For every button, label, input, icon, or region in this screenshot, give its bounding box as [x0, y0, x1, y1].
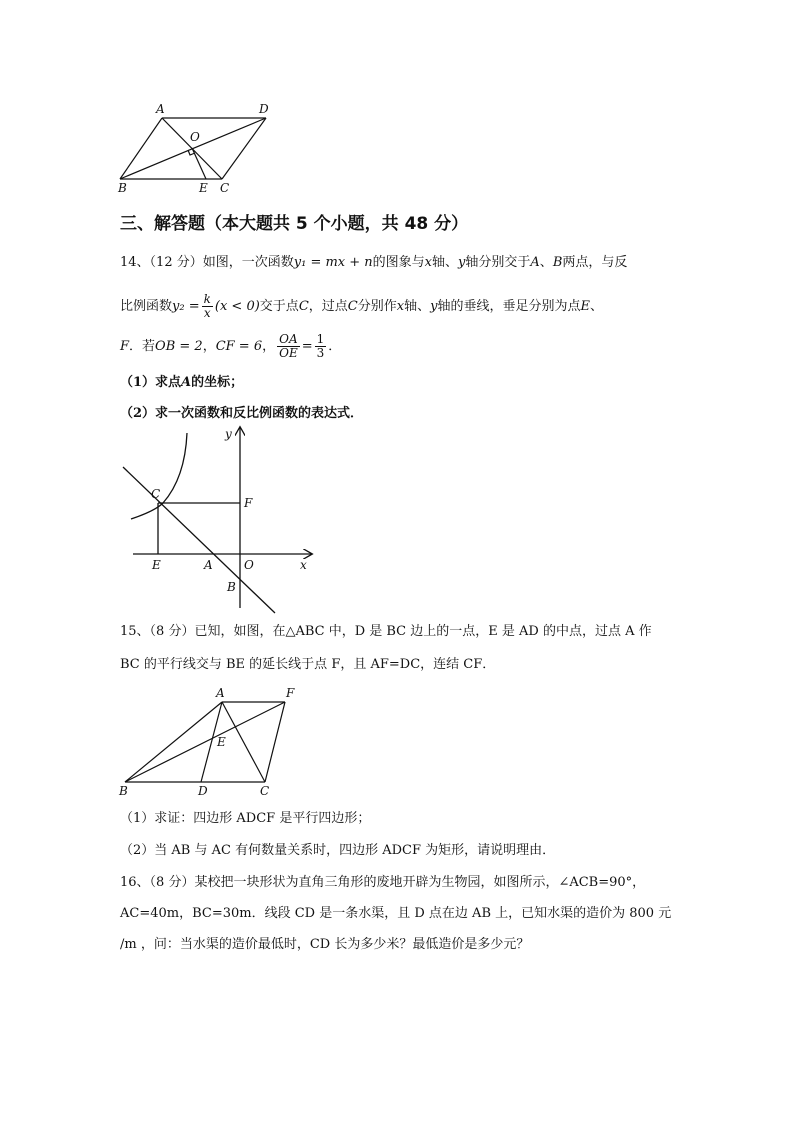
q15-sub-1: （1）求证：四边形 ADCF 是平行四边形；: [120, 811, 371, 826]
fig1-label-d: D: [259, 102, 269, 116]
q14-line-1: 14、（12 分）如图，一次函数y₁ = mx + n的图象与x轴、y轴分别交于A、B两点，与反: [120, 255, 628, 270]
fig2-label-o: O: [244, 558, 254, 572]
figure-parallelogram: [112, 98, 282, 198]
fig2-label-y: y: [225, 427, 232, 441]
q14-sub-2: （2）求一次函数和反比例函数的表达式．: [120, 406, 364, 421]
q15-sub-2: （2）当 AB 与 AC 有何数量关系时，四边形 ADCF 为矩形，请说明理由．: [120, 843, 556, 858]
q14-sub-1: （1）求点A的坐标；: [120, 375, 244, 390]
fig3-label-b: B: [119, 784, 128, 798]
fig3-label-d: D: [198, 784, 208, 798]
q16-line-3: /m ，问：当水渠的造价最低时，CD 长为多少米？最低造价是多少元？: [120, 937, 530, 952]
fig2-label-b: B: [227, 580, 236, 594]
fig1-label-b: B: [118, 181, 127, 195]
fig2-label-a: A: [204, 558, 213, 572]
fig3-label-e: E: [217, 735, 226, 749]
fig3-label-f: F: [286, 686, 295, 700]
section-heading: 三、解答题（本大题共 5 个小题，共 48 分）: [120, 214, 469, 234]
fig3-label-c: C: [260, 784, 270, 798]
fig2-label-x: x: [300, 558, 307, 572]
fig1-label-e: E: [199, 181, 208, 195]
q14-line-3: F．若OB = 2，CF = 6， $\frac{OA}{OE}$ = $\frac{1}{3}$ ．: [120, 332, 342, 360]
q16-line-1: 16、（8 分）某校把一块形状为直角三角形的废地开辟为生物园，如图所示，∠ACB=90°，: [120, 875, 646, 890]
q14-line-2: 比例函数y₂ = $\frac{k}{x}$ (x < 0)交于点C，过点C分别作x轴、y轴的垂线，垂足分别为点E、: [120, 292, 603, 320]
fig1-label-c: C: [220, 181, 230, 195]
q15-line-1: 15、（8 分）已知，如图，在△ABC 中，D 是 BC 边上的一点，E 是 AD 的中点，过点 A 作: [120, 624, 652, 639]
q16-line-2: AC=40m，BC=30m．线段 CD 是一条水渠，且 D 点在边 AB 上，已知水渠的造价为 800 元: [120, 906, 672, 921]
fig1-label-o: O: [190, 130, 200, 144]
fig2-label-c: C: [151, 487, 161, 501]
fig2-label-e: E: [152, 558, 161, 572]
fig3-label-a: A: [216, 686, 225, 700]
fig2-label-f: F: [244, 496, 253, 510]
fig1-label-a: A: [156, 102, 165, 116]
figure-coordinate-graph: [115, 423, 320, 618]
q15-line-2: BC 的平行线交与 BE 的延长线于点 F，且 AF=DC，连结 CF．: [120, 657, 496, 672]
figure-triangle-adcf: [115, 684, 305, 800]
